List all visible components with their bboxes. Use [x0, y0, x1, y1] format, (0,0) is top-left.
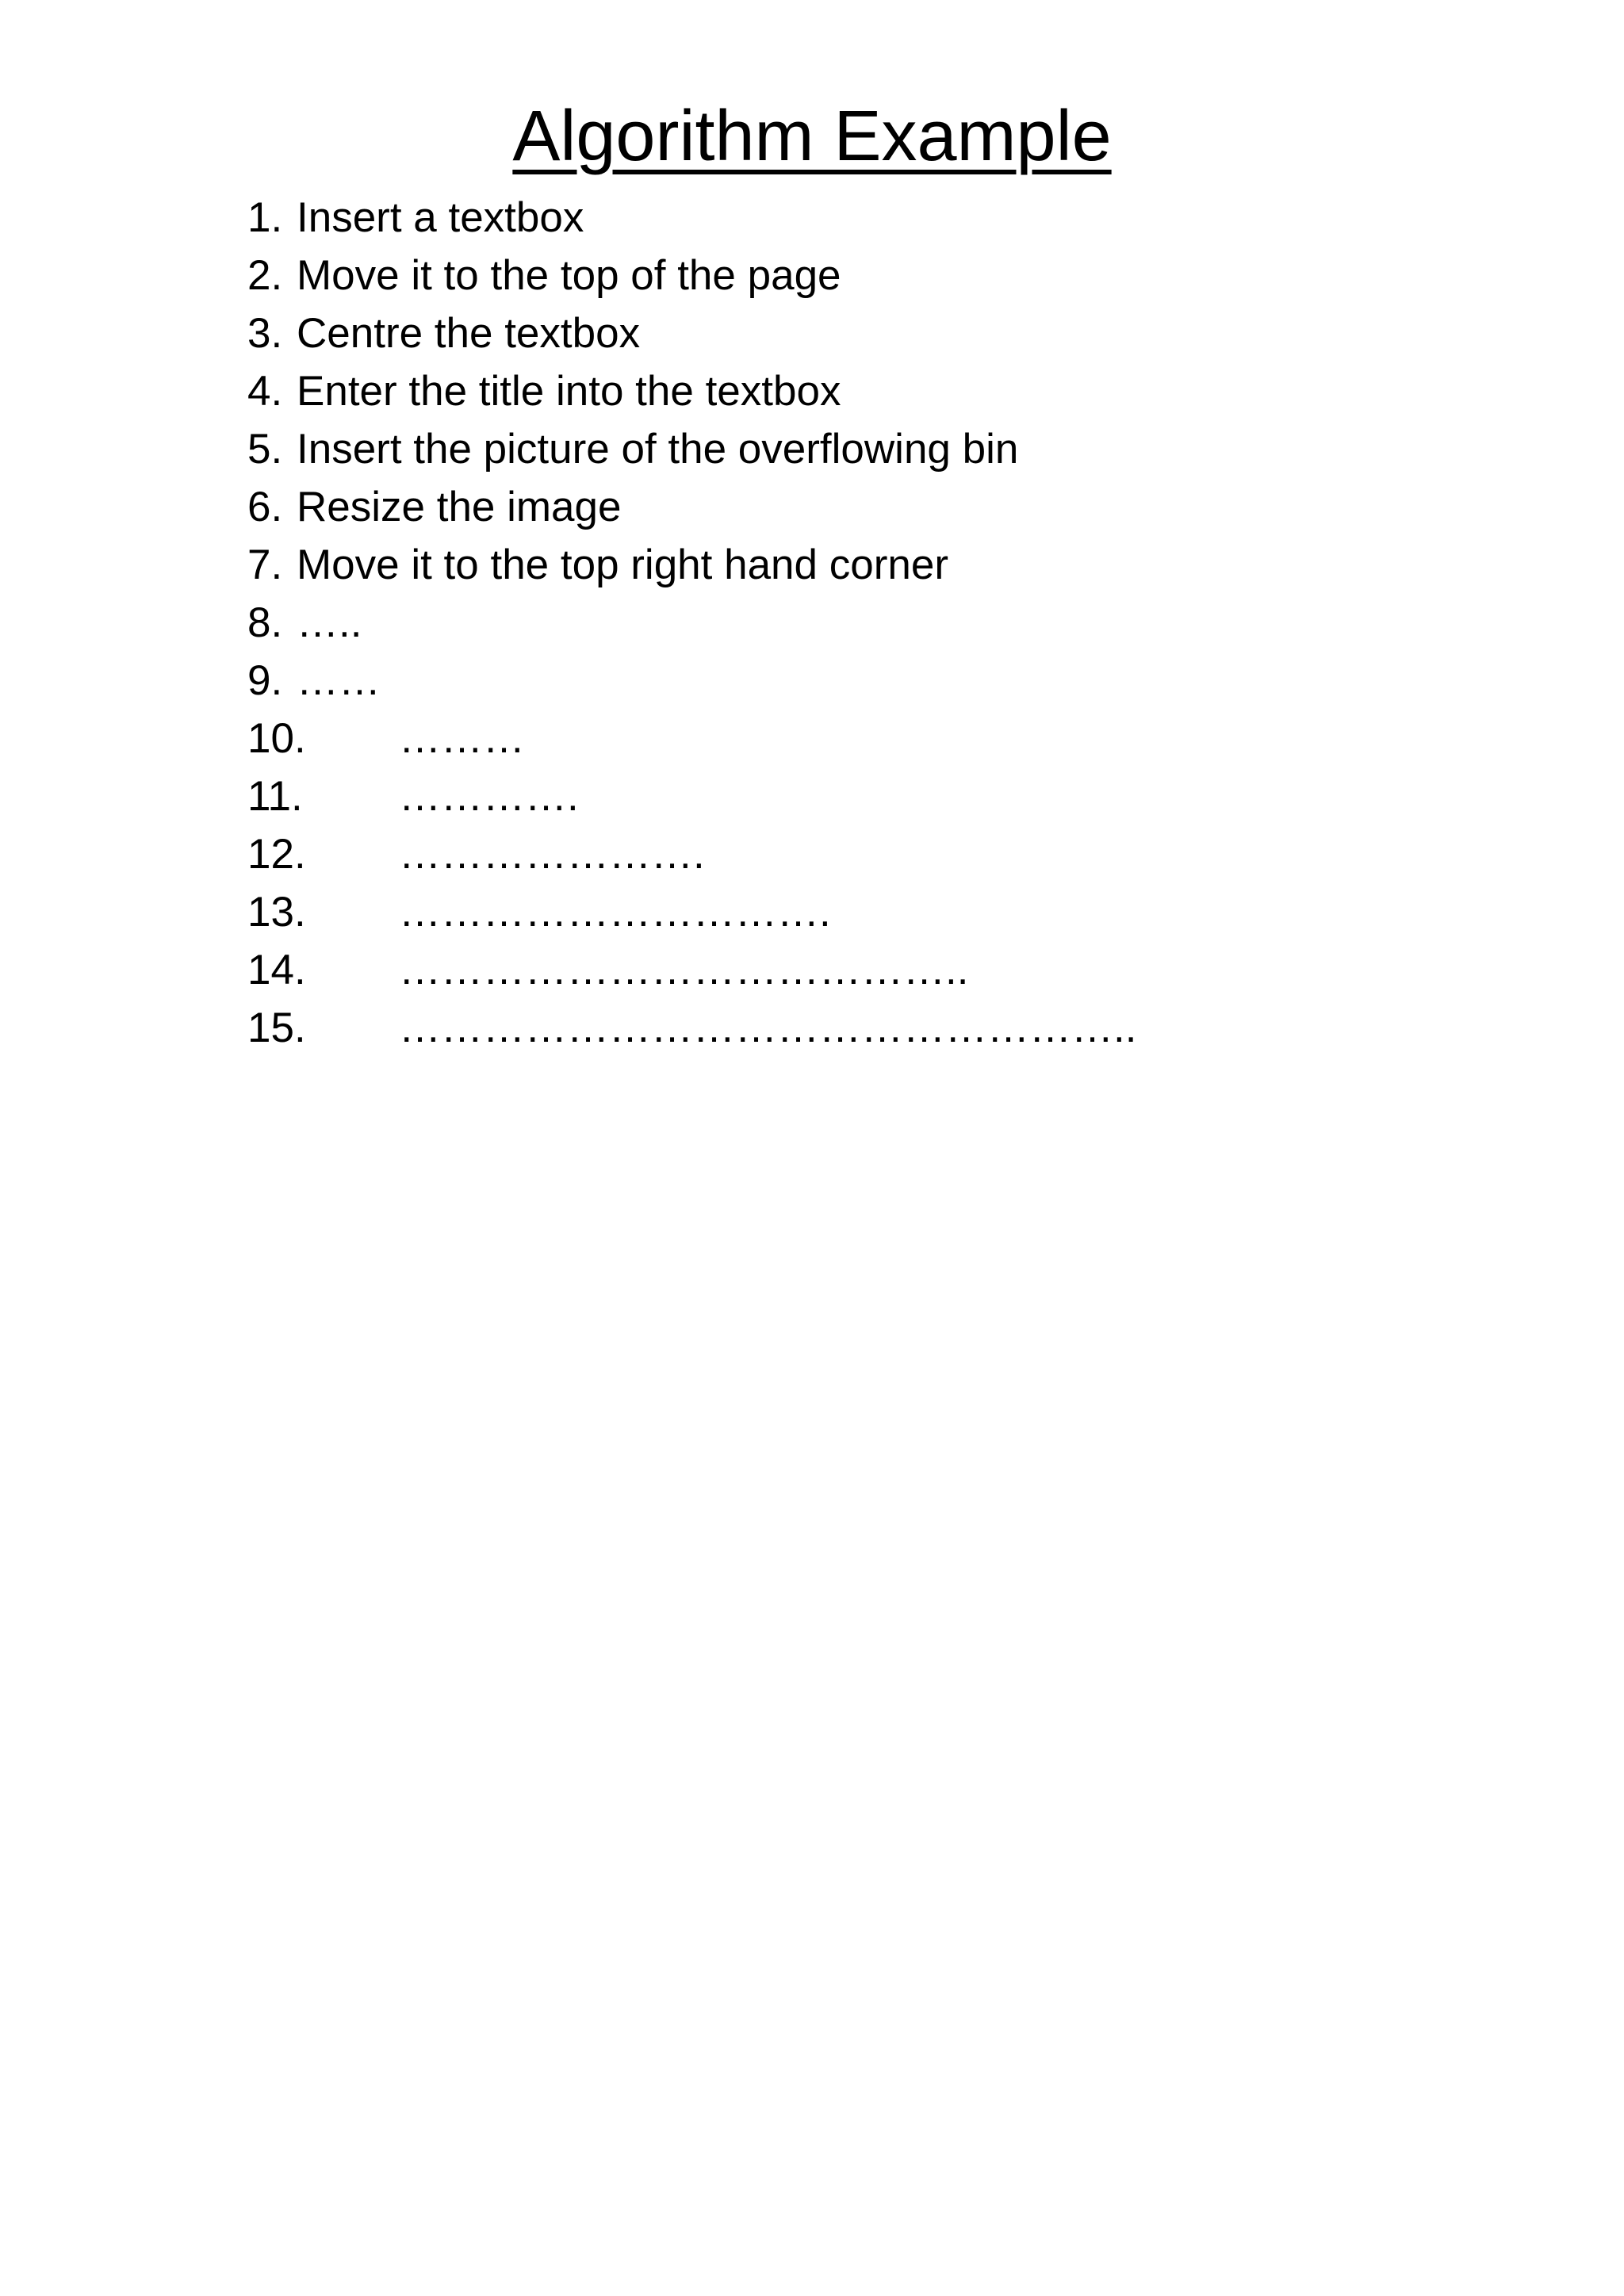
step-number: 3. [247, 310, 283, 357]
step-text: Move it to the top right hand corner [297, 541, 948, 588]
page-title: Algorithm Example [512, 97, 1112, 176]
step-text: Insert the picture of the overflowing bin [297, 426, 1019, 473]
list-item [247, 478, 1136, 536]
step-text: Enter the title into the textbox [297, 368, 841, 415]
step-text: ……… [399, 715, 525, 762]
step-text: Move it to the top of the page [297, 252, 841, 299]
step-number: 8. [247, 599, 283, 646]
step-text: …………………. [399, 831, 705, 878]
list-item [247, 247, 1136, 304]
list-item [247, 999, 1136, 1057]
step-text: Insert a textbox [297, 194, 584, 241]
step-number: 6. [247, 484, 283, 530]
list-item [247, 362, 1136, 420]
step-number: 13. [247, 889, 306, 936]
list-item [247, 941, 1136, 999]
step-text: ………………………………….. [399, 947, 969, 993]
step-text: …………………………. [399, 889, 831, 936]
list-item [247, 594, 1136, 652]
step-number: 1. [247, 194, 283, 241]
list-item [247, 420, 1136, 478]
step-text: …………………………………………….. [399, 1004, 1137, 1051]
list-item [247, 652, 1136, 710]
list-item [247, 536, 1136, 594]
step-text: …… [297, 657, 381, 704]
list-item [247, 883, 1136, 941]
step-number: 14. [247, 947, 306, 993]
step-number: 2. [247, 252, 283, 299]
step-number: 9. [247, 657, 283, 704]
step-number: 5. [247, 426, 283, 473]
step-text: ….. [297, 599, 362, 646]
list-item [247, 710, 1136, 767]
step-text: Centre the textbox [297, 310, 641, 357]
step-text: Resize the image [297, 484, 622, 530]
step-number: 11. [247, 773, 303, 820]
step-number: 12. [247, 831, 306, 878]
list-item [247, 189, 1136, 247]
list-item [247, 767, 1136, 825]
step-number: 10. [247, 715, 306, 762]
step-text: …………. [399, 773, 579, 820]
list-item [247, 825, 1136, 883]
list-item [247, 304, 1136, 362]
step-number: 4. [247, 368, 283, 415]
step-number: 15. [247, 1004, 306, 1051]
step-number: 7. [247, 541, 283, 588]
steps-list [247, 189, 1136, 1057]
